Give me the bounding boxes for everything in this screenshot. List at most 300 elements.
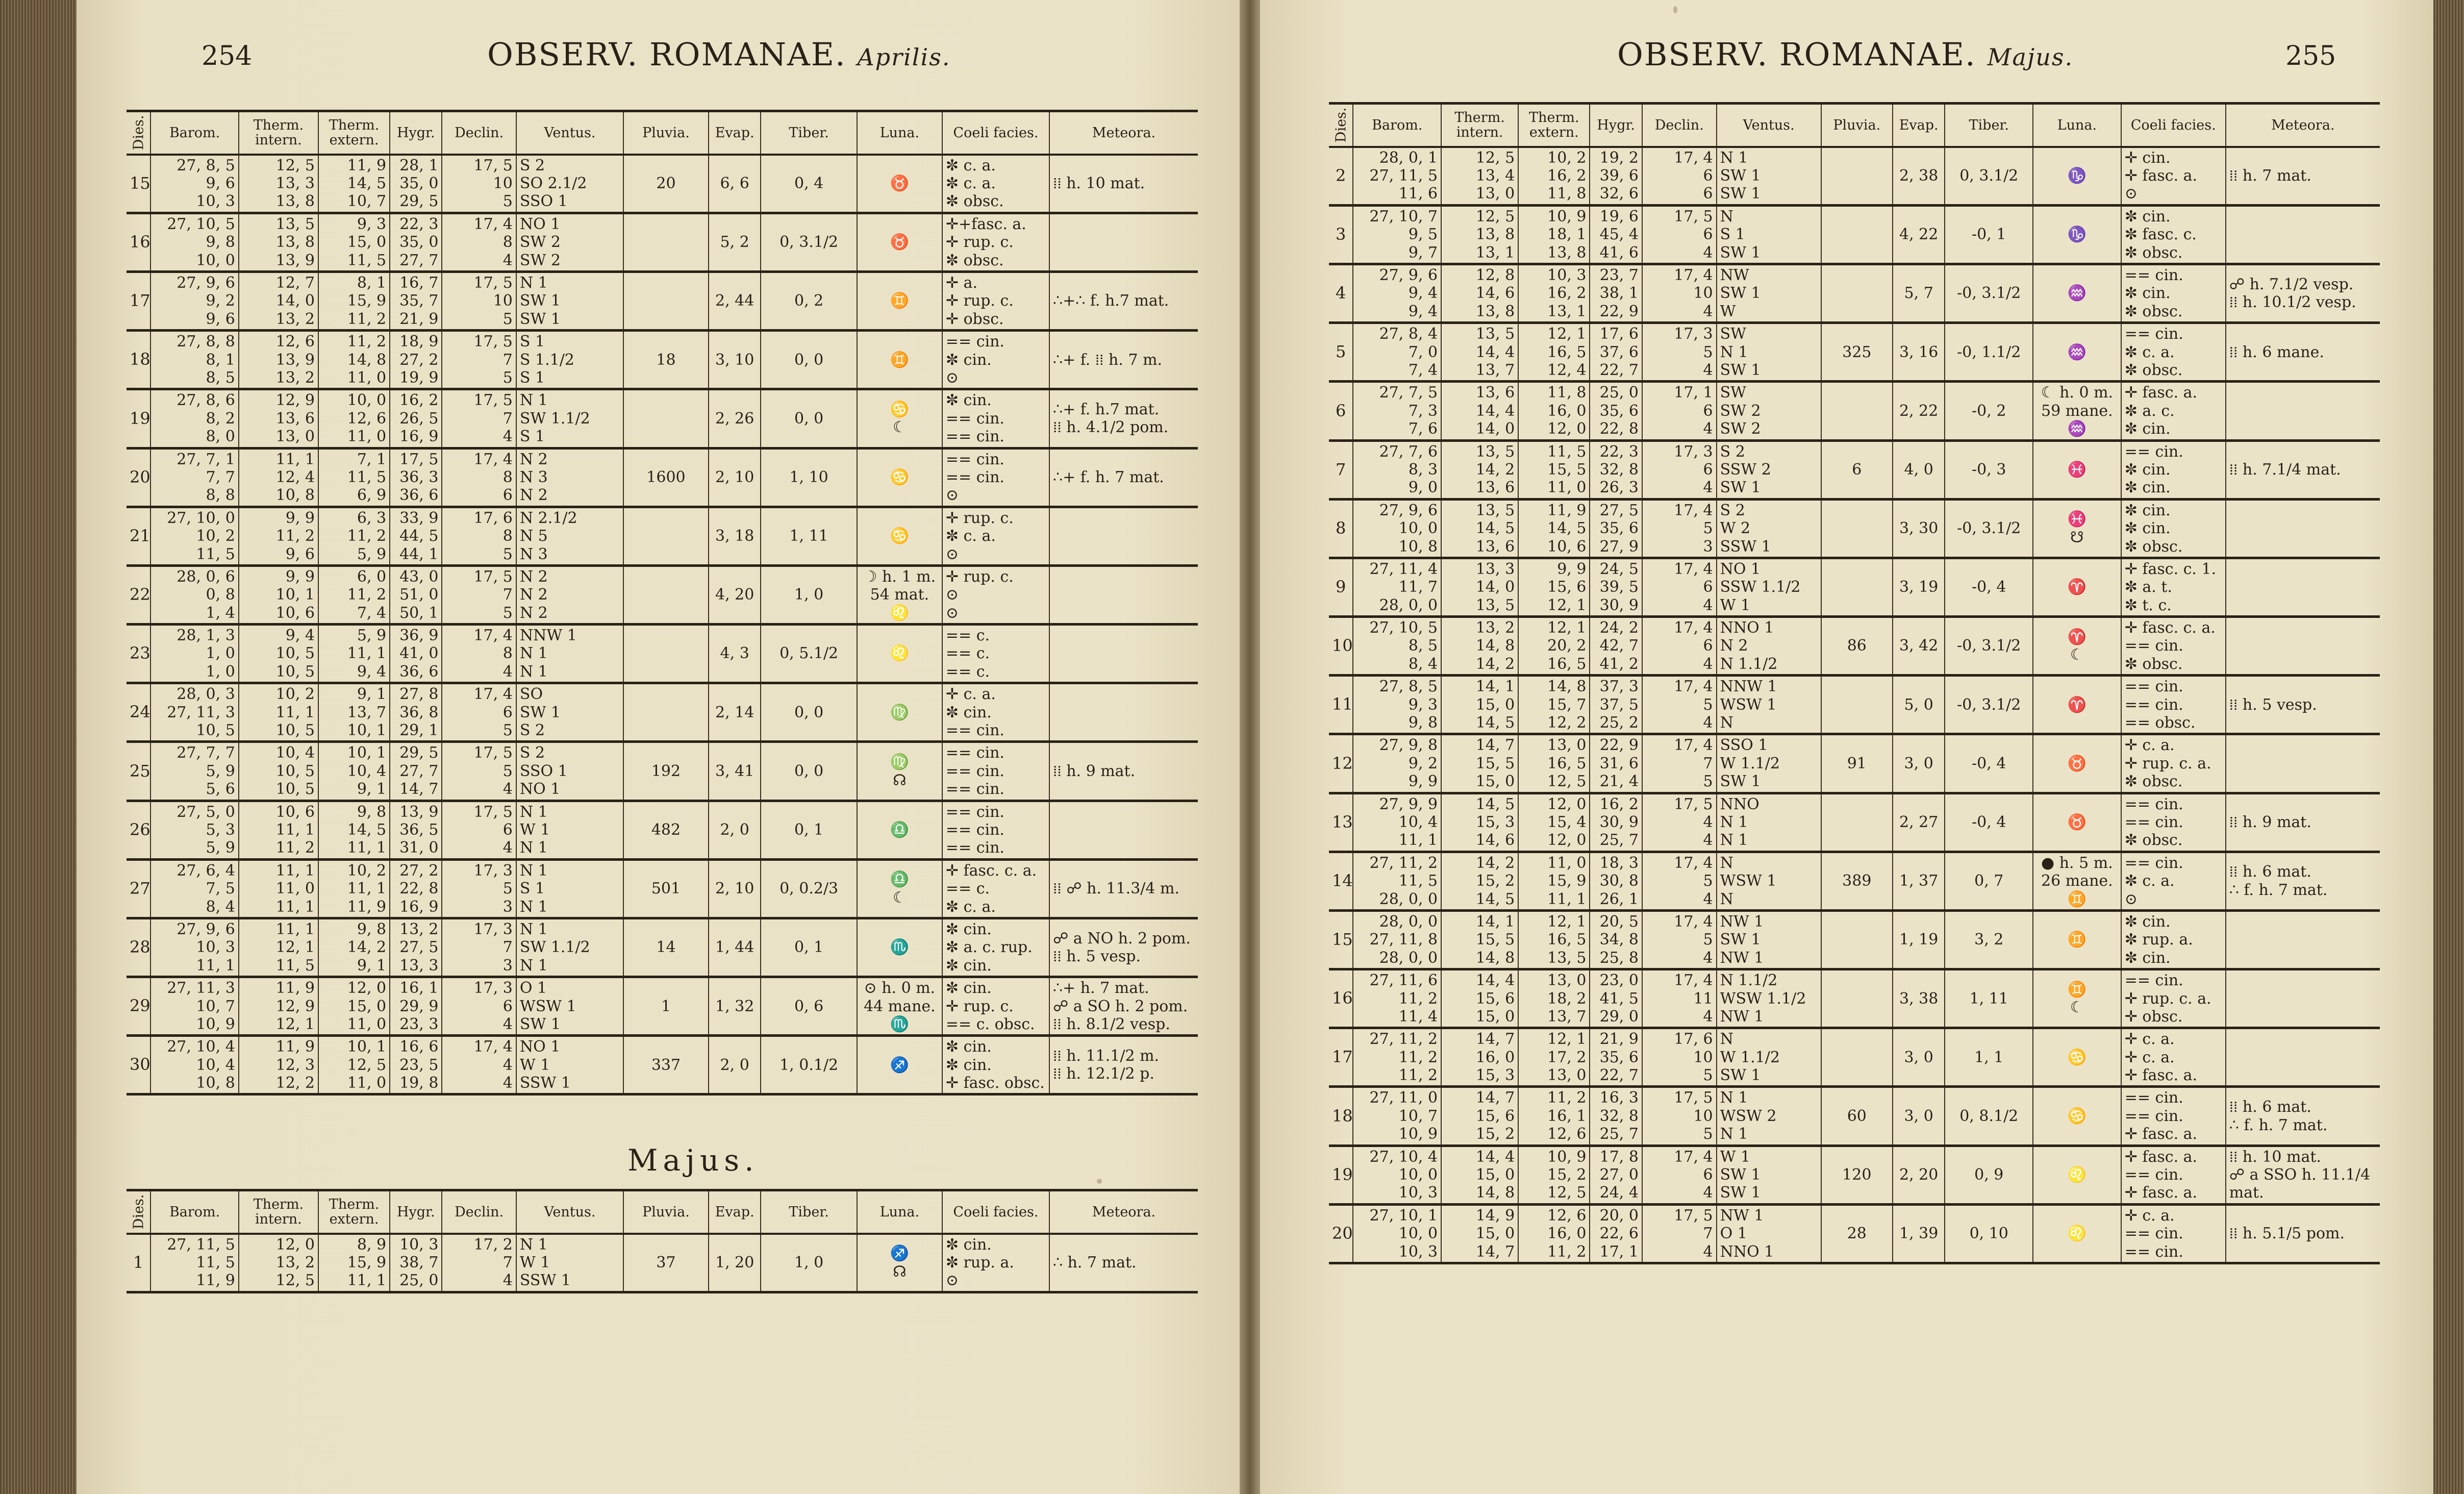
cell-meteora: ∴ h. 7 mat.	[1049, 1234, 1198, 1292]
cell-luna: ♎ ☾	[857, 859, 942, 918]
cell-vent: N 2.1/2 N 5 N 3	[516, 507, 623, 565]
cell-decl: 17, 3 5 4	[1642, 323, 1717, 382]
cell-vent: N WSW 1 N	[1717, 852, 1821, 910]
cell-luna: ♌	[2033, 1146, 2121, 1204]
column-header-evap: Evap.	[709, 1190, 761, 1234]
table-row	[1329, 1204, 2380, 1263]
table-row	[1329, 1087, 2380, 1146]
cell-evap: 1, 20	[709, 1234, 761, 1292]
cell-hygr: 16, 2 26, 5 16, 9	[390, 389, 442, 448]
table-row	[1329, 558, 2380, 616]
cell-coeli: ✛ rup. c. ✼ c. a. ⊙	[942, 507, 1049, 565]
cell-meteora: ⁞⁞ h. 6 mat. ∴ f. h. 7 mat.	[2226, 852, 2380, 910]
cell-luna: ♈	[2033, 558, 2121, 616]
cell-coeli: ✛ a. ✛ rup. c. ✛ obsc.	[942, 272, 1049, 331]
cell-pluv: 6	[1821, 440, 1893, 499]
running-head	[1617, 36, 2073, 73]
column-header-tint: Therm. intern.	[1441, 104, 1518, 147]
table-row	[1329, 264, 2380, 323]
cell-tint: 14, 4 15, 6 15, 0	[1441, 969, 1518, 1028]
column-header-evap: Evap.	[709, 111, 761, 155]
table-row	[1329, 852, 2380, 910]
cell-evap: 1, 39	[1893, 1204, 1945, 1263]
cell-hygr: 18, 3 30, 8 26, 1	[1590, 852, 1642, 910]
cell-coeli: ✼ cin. == cin. == cin.	[942, 389, 1049, 448]
cell-pluv: 389	[1821, 852, 1893, 910]
cell-meteora	[2226, 499, 2380, 558]
aprilis-table-body	[127, 155, 1198, 1094]
cell-barom: 27, 10, 5 8, 5 8, 4	[1353, 617, 1441, 676]
cell-tiber: 0, 3.1/2	[1945, 147, 2033, 206]
cell-evap: 4, 0	[1893, 440, 1945, 499]
cell-evap: 3, 16	[1893, 323, 1945, 382]
cell-vent: N S 1 SW 1	[1717, 205, 1821, 264]
cell-evap: 5, 0	[1893, 676, 1945, 734]
cell-tint: 13, 5 14, 4 13, 7	[1441, 323, 1518, 382]
cell-tint: 10, 6 11, 1 11, 2	[239, 801, 318, 859]
cell-evap: 4, 3	[709, 625, 761, 683]
cell-vent: N 1 WSW 2 N 1	[1717, 1087, 1821, 1146]
cell-pluv: 501	[623, 859, 709, 918]
cell-evap: 3, 19	[1893, 558, 1945, 616]
cell-hygr: 17, 5 36, 3 36, 6	[390, 448, 442, 507]
cell-text: 12, 1 20, 2 16, 5	[1518, 617, 1590, 676]
cell-dies: 6	[1329, 382, 1353, 440]
cell-text: 12, 1 16, 5 12, 4	[1518, 323, 1590, 382]
cell-barom: 27, 11, 5 11, 5 11, 9	[150, 1234, 238, 1292]
column-header-hygr: Hygr.	[1590, 104, 1642, 147]
table-row	[127, 448, 1198, 507]
cell-decl: 17, 4 5 4	[1642, 852, 1717, 910]
cell-evap: 2, 44	[709, 272, 761, 331]
cell-text: 8, 1 15, 9 11, 2	[318, 272, 390, 331]
cell-vent: NW 1 O 1 NNO 1	[1717, 1204, 1821, 1263]
cell-barom: 27, 11, 3 10, 7 10, 9	[150, 977, 238, 1036]
cell-coeli: ✛ cin. ✛ fasc. a. ⊙	[2121, 147, 2226, 206]
cell-tiber: 1, 0	[761, 1234, 857, 1292]
cell-luna: ☽ h. 1 m. 54 mat. ♌	[857, 565, 942, 624]
cell-dies: 24	[127, 683, 150, 742]
cell-coeli: ✼ c. a. ✼ c. a. ✼ obsc.	[942, 155, 1049, 213]
cell-text: 11, 8 16, 0 12, 0	[1518, 382, 1590, 440]
cell-barom: 27, 10, 1 10, 0 10, 3	[1353, 1204, 1441, 1263]
cell-luna: ♌	[857, 625, 942, 683]
cell-text: 11, 9 14, 5 10, 6	[1518, 499, 1590, 558]
cell-meteora	[1049, 801, 1198, 859]
cell-tint: 11, 9 12, 9 12, 1	[239, 977, 318, 1036]
cell-barom: 27, 5, 0 5, 3 5, 9	[150, 801, 238, 859]
page-title: OBSERV. ROMANAE.	[487, 36, 846, 73]
cell-meteora: ⁞⁞ h. 11.1/2 m. ⁞⁞ h. 12.1/2 p.	[1049, 1036, 1198, 1094]
cell-dies: 25	[127, 742, 150, 801]
cell-vent: N 1 SW 1 SW 1	[1717, 147, 1821, 206]
column-header-barom: Barom.	[1353, 104, 1441, 147]
cell-tiber: -0, 1	[1945, 205, 2033, 264]
cell-luna: ♊	[857, 331, 942, 389]
cell-tiber: -0, 4	[1945, 558, 2033, 616]
cell-dies: 16	[1329, 969, 1353, 1028]
table-header-row	[127, 1190, 1198, 1234]
table-row	[127, 1234, 1198, 1292]
cell-coeli: ✼ cin. ✼ rup. a. ⊙	[942, 1234, 1049, 1292]
column-header-coeli: Coeli facies.	[2121, 104, 2226, 147]
cell-dies: 8	[1329, 499, 1353, 558]
cell-text: 5, 9 11, 1 9, 4	[318, 625, 390, 683]
cell-tiber: 1, 11	[761, 507, 857, 565]
cell-decl: 17, 5 7 5	[442, 565, 516, 624]
cell-evap: 1, 37	[1893, 852, 1945, 910]
cell-meteora: ∴+∴ f. h.7 mat.	[1049, 272, 1198, 331]
table-row	[1329, 499, 2380, 558]
cell-dies: 14	[1329, 852, 1353, 910]
cell-coeli: == cin. ✼ c. a. ✼ obsc.	[2121, 323, 2226, 382]
cell-tiber: 1, 10	[761, 448, 857, 507]
cell-tiber: 0, 0	[761, 683, 857, 742]
page-number: 254	[202, 41, 253, 71]
cell-decl: 17, 5 10 5	[442, 272, 516, 331]
cell-evap: 3, 0	[1893, 1028, 1945, 1087]
table-row	[1329, 910, 2380, 969]
cell-coeli: ✼ cin. ✼ fasc. c. ✼ obsc.	[2121, 205, 2226, 264]
cell-barom: 27, 7, 5 7, 3 7, 6	[1353, 382, 1441, 440]
cell-hygr: 24, 5 39, 5 30, 9	[1590, 558, 1642, 616]
column-header-text: Therm. extern.	[318, 111, 390, 155]
column-header-tiber: Tiber.	[761, 1190, 857, 1234]
cell-hygr: 16, 1 29, 9 23, 3	[390, 977, 442, 1036]
table-row	[127, 801, 1198, 859]
cell-tiber: -0, 3.1/2	[1945, 617, 2033, 676]
table-row	[127, 331, 1198, 389]
cell-evap: 2, 38	[1893, 147, 1945, 206]
cell-dies: 30	[127, 1036, 150, 1094]
cell-hygr: 16, 3 32, 8 25, 7	[1590, 1087, 1642, 1146]
cell-text: 9, 8 14, 5 11, 1	[318, 801, 390, 859]
cell-vent: SW N 1 SW 1	[1717, 323, 1821, 382]
table-row	[1329, 676, 2380, 734]
cell-coeli: == cin. ✛ rup. c. a. ✛ obsc.	[2121, 969, 2226, 1028]
cell-vent: S 2 W 2 SSW 1	[1717, 499, 1821, 558]
cell-luna: ☾ h. 0 m. 59 mane. ♒	[2033, 382, 2121, 440]
cell-hygr: 19, 6 45, 4 41, 6	[1590, 205, 1642, 264]
cell-text: 9, 3 15, 0 11, 5	[318, 213, 390, 271]
cell-tiber: -0, 3.1/2	[1945, 499, 2033, 558]
cell-decl: 17, 4 8 4	[442, 213, 516, 271]
cell-barom: 28, 1, 3 1, 0 1, 0	[150, 625, 238, 683]
column-header-tint: Therm. intern.	[239, 111, 318, 155]
cell-tiber: 0, 0	[761, 742, 857, 801]
cell-dies: 27	[127, 859, 150, 918]
cell-tint: 9, 9 11, 2 9, 6	[239, 507, 318, 565]
cell-evap: 5, 7	[1893, 264, 1945, 323]
table-row	[1329, 734, 2380, 793]
cell-coeli: ✛ rup. c. ⊙ ⊙	[942, 565, 1049, 624]
cell-coeli: ✼ cin. ✛ rup. c. == c. obsc.	[942, 977, 1049, 1036]
cell-barom: 27, 11, 2 11, 5 28, 0, 0	[1353, 852, 1441, 910]
cell-evap: 3, 0	[1893, 1087, 1945, 1146]
cell-tint: 11, 9 12, 3 12, 2	[239, 1036, 318, 1094]
cell-decl: 17, 5 10 5	[1642, 1087, 1717, 1146]
cell-evap: 2, 10	[709, 448, 761, 507]
cell-decl: 17, 4 5 4	[1642, 910, 1717, 969]
cell-pluv	[1821, 1028, 1893, 1087]
cell-dies: 15	[1329, 910, 1353, 969]
cell-tint: 12, 0 13, 2 12, 5	[239, 1234, 318, 1292]
cell-evap: 2, 0	[709, 1036, 761, 1094]
cell-pluv	[623, 213, 709, 271]
cell-pluv: 60	[1821, 1087, 1893, 1146]
cell-evap: 3, 42	[1893, 617, 1945, 676]
cell-pluv: 37	[623, 1234, 709, 1292]
cell-dies: 12	[1329, 734, 1353, 793]
cell-tiber: -0, 3.1/2	[1945, 676, 2033, 734]
cell-coeli: ✛ c. a. ✛ c. a. ✛ fasc. a.	[2121, 1028, 2226, 1087]
cell-vent: S 2 SSW 2 SW 1	[1717, 440, 1821, 499]
table-row	[1329, 1146, 2380, 1204]
cell-luna: ♈	[2033, 676, 2121, 734]
column-header-barom: Barom.	[150, 111, 238, 155]
cell-tint: 11, 1 11, 0 11, 1	[239, 859, 318, 918]
cell-tint: 13, 6 14, 4 14, 0	[1441, 382, 1518, 440]
cell-barom: 28, 0, 6 0, 8 1, 4	[150, 565, 238, 624]
cell-luna: ♉	[2033, 734, 2121, 793]
cell-text: 11, 5 15, 5 11, 0	[1518, 440, 1590, 499]
cell-tiber: 3, 2	[1945, 910, 2033, 969]
cell-meteora	[2226, 558, 2380, 616]
cell-coeli: ✼ cin. ✼ cin. ✼ obsc.	[2121, 499, 2226, 558]
maius-right-table-body	[1329, 147, 2380, 1263]
column-header-meteora: Meteora.	[1049, 111, 1198, 155]
cell-pluv	[1821, 264, 1893, 323]
cell-pluv	[1821, 382, 1893, 440]
maius-observation-table-right	[1329, 102, 2380, 1264]
cell-tint: 13, 2 14, 8 14, 2	[1441, 617, 1518, 676]
column-header-dies: Dies.	[127, 1190, 150, 1234]
cell-decl: 17, 5 6 4	[1642, 205, 1717, 264]
cell-barom: 27, 8, 4 7, 0 7, 4	[1353, 323, 1441, 382]
cell-pluv: 86	[1821, 617, 1893, 676]
cell-luna: ♌	[2033, 1204, 2121, 1263]
cell-evap: 2, 26	[709, 389, 761, 448]
cell-vent: N 1.1/2 WSW 1.1/2 NW 1	[1717, 969, 1821, 1028]
cell-tiber: 0, 10	[1945, 1204, 2033, 1263]
cell-tiber: -0, 1.1/2	[1945, 323, 2033, 382]
column-header-dies: Dies.	[127, 111, 150, 155]
cell-tiber: 0, 4	[761, 155, 857, 213]
cell-tint: 13, 3 14, 0 13, 5	[1441, 558, 1518, 616]
cell-text: 8, 9 15, 9 11, 1	[318, 1234, 390, 1292]
cell-coeli: == c. == c. == c.	[942, 625, 1049, 683]
cell-dies: 9	[1329, 558, 1353, 616]
cell-meteora	[2226, 382, 2380, 440]
cell-luna: ♋	[857, 507, 942, 565]
cell-barom: 27, 10, 5 9, 8 10, 0	[150, 213, 238, 271]
cell-text: 10, 0 12, 6 11, 0	[318, 389, 390, 448]
cell-meteora: ⁞⁞ h. 5.1/5 pom.	[2226, 1204, 2380, 1263]
cell-decl: 17, 5 7 5	[442, 331, 516, 389]
column-header-meteora: Meteora.	[2226, 104, 2380, 147]
cell-hygr: 24, 2 42, 7 41, 2	[1590, 617, 1642, 676]
cell-hygr: 13, 2 27, 5 13, 3	[390, 918, 442, 977]
table-row	[1329, 793, 2380, 852]
table-row	[1329, 205, 2380, 264]
table-row	[1329, 382, 2380, 440]
cell-dies: 17	[1329, 1028, 1353, 1087]
cell-decl: 17, 5 5 4	[442, 742, 516, 801]
cell-barom: 27, 11, 0 10, 7 10, 9	[1353, 1087, 1441, 1146]
cell-meteora: ∴+ h. 7 mat. ☍ a SO h. 2 pom. ⁞⁞ h. 8.1/2 vesp.	[1049, 977, 1198, 1036]
cell-dies: 18	[127, 331, 150, 389]
cell-evap: 2, 0	[709, 801, 761, 859]
cell-tint: 9, 9 10, 1 10, 6	[239, 565, 318, 624]
cell-text: 9, 1 13, 7 10, 1	[318, 683, 390, 742]
cell-dies: 21	[127, 507, 150, 565]
cell-coeli: ✛+fasc. a. ✛ rup. c. ✼ obsc.	[942, 213, 1049, 271]
column-header-vent: Ventus.	[516, 111, 623, 155]
cell-barom: 27, 10, 4 10, 4 10, 8	[150, 1036, 238, 1094]
cell-decl: 17, 4 6 5	[442, 683, 516, 742]
cell-tint: 11, 1 12, 4 10, 8	[239, 448, 318, 507]
cell-tiber: 0, 1	[761, 801, 857, 859]
cell-decl: 17, 5 6 4	[442, 801, 516, 859]
cell-dies: 26	[127, 801, 150, 859]
cell-barom: 27, 9, 6 10, 3 11, 1	[150, 918, 238, 977]
cell-text: 10, 2 16, 2 11, 8	[1518, 147, 1590, 206]
cell-tiber: 1, 11	[1945, 969, 2033, 1028]
cell-luna: ♍ ☊	[857, 742, 942, 801]
cell-text: 13, 0 16, 5 12, 5	[1518, 734, 1590, 793]
cell-tiber: 0, 7	[1945, 852, 2033, 910]
cell-text: 10, 1 12, 5 11, 0	[318, 1036, 390, 1094]
cell-dies: 20	[1329, 1204, 1353, 1263]
cell-dies: 2	[1329, 147, 1353, 206]
cell-text: 11, 0 15, 9 11, 1	[1518, 852, 1590, 910]
cell-tiber: 0, 1	[761, 918, 857, 977]
cell-luna: ♊	[857, 272, 942, 331]
book-edge-right	[2433, 0, 2464, 1494]
cell-pluv: 18	[623, 331, 709, 389]
cell-hygr: 19, 2 39, 6 32, 6	[1590, 147, 1642, 206]
cell-tint: 13, 5 14, 5 13, 6	[1441, 499, 1518, 558]
cell-barom: 27, 11, 6 11, 2 11, 4	[1353, 969, 1441, 1028]
cell-hygr: 18, 9 27, 2 19, 9	[390, 331, 442, 389]
column-header-barom: Barom.	[150, 1190, 238, 1234]
cell-vent: NW SW 1 W	[1717, 264, 1821, 323]
cell-barom: 27, 9, 6 9, 2 9, 6	[150, 272, 238, 331]
cell-coeli: == cin. == cin. ⊙	[942, 448, 1049, 507]
cell-luna: ♋	[2033, 1028, 2121, 1087]
cell-tiber: 0, 2	[761, 272, 857, 331]
cell-luna: ♋	[857, 448, 942, 507]
cell-pluv	[623, 565, 709, 624]
cell-decl: 17, 5 7 4	[442, 389, 516, 448]
table-row	[127, 1036, 1198, 1094]
cell-dies: 22	[127, 565, 150, 624]
cell-pluv	[1821, 793, 1893, 852]
column-header-decl: Declin.	[1642, 104, 1717, 147]
cell-evap: 1, 32	[709, 977, 761, 1036]
cell-pluv: 192	[623, 742, 709, 801]
table-row	[127, 213, 1198, 271]
cell-hygr: 29, 5 27, 7 14, 7	[390, 742, 442, 801]
cell-barom: 27, 8, 5 9, 6 10, 3	[150, 155, 238, 213]
cell-coeli: ✼ cin. ✼ rup. a. ✼ cin.	[2121, 910, 2226, 969]
cell-coeli: ✛ fasc. a. == cin. ✛ fasc. a.	[2121, 1146, 2226, 1204]
cell-tint: 14, 4 15, 0 14, 8	[1441, 1146, 1518, 1204]
cell-vent: N 1 SW 1.1/2 S 1	[516, 389, 623, 448]
column-header-pluv: Pluvia.	[623, 1190, 709, 1234]
month-label: Majus.	[1987, 43, 2074, 71]
cell-barom: 27, 9, 8 9, 2 9, 9	[1353, 734, 1441, 793]
table-row	[1329, 617, 2380, 676]
cell-dies: 17	[127, 272, 150, 331]
maius-observation-table-left	[127, 1189, 1198, 1293]
table-row	[127, 625, 1198, 683]
cell-tint: 12, 7 14, 0 13, 2	[239, 272, 318, 331]
running-head	[487, 36, 950, 73]
cell-evap: 3, 10	[709, 331, 761, 389]
cell-dies: 29	[127, 977, 150, 1036]
cell-tiber: -0, 3.1/2	[1945, 264, 2033, 323]
cell-tiber: 0, 0	[761, 389, 857, 448]
cell-luna: ♍	[857, 683, 942, 742]
cell-barom: 27, 9, 6 10, 0 10, 8	[1353, 499, 1441, 558]
cell-evap: 2, 22	[1893, 382, 1945, 440]
cell-tiber: 0, 8.1/2	[1945, 1087, 2033, 1146]
cell-luna: ♒	[2033, 264, 2121, 323]
cell-vent: O 1 WSW 1 SW 1	[516, 977, 623, 1036]
cell-dies: 10	[1329, 617, 1353, 676]
table-row	[127, 389, 1198, 448]
cell-meteora: ☍ a NO h. 2 pom. ⁞⁞ h. 5 vesp.	[1049, 918, 1198, 977]
cell-hygr: 22, 3 35, 0 27, 7	[390, 213, 442, 271]
cell-text: 6, 0 11, 2 7, 4	[318, 565, 390, 624]
table-row	[127, 683, 1198, 742]
table-header-row	[127, 111, 1198, 155]
table-row	[1329, 969, 2380, 1028]
cell-barom: 27, 7, 1 7, 7 8, 8	[150, 448, 238, 507]
cell-text: 10, 2 11, 1 11, 9	[318, 859, 390, 918]
cell-tint: 14, 5 15, 3 14, 6	[1441, 793, 1518, 852]
table-row	[1329, 147, 2380, 206]
cell-text: 7, 1 11, 5 6, 9	[318, 448, 390, 507]
cell-dies: 3	[1329, 205, 1353, 264]
table-row	[1329, 1028, 2380, 1087]
cell-tint: 14, 7 15, 5 15, 0	[1441, 734, 1518, 793]
cell-meteora: ⁞⁞ h. 9 mat.	[2226, 793, 2380, 852]
cell-pluv	[1821, 910, 1893, 969]
cell-vent: N 1 SW 1.1/2 N 1	[516, 918, 623, 977]
cell-meteora: ⁞⁞ h. 5 vesp.	[2226, 676, 2380, 734]
cell-tint: 12, 9 13, 6 13, 0	[239, 389, 318, 448]
cell-decl: 17, 4 6 4	[1642, 558, 1717, 616]
cell-tint: 14, 7 15, 6 15, 2	[1441, 1087, 1518, 1146]
cell-pluv: 325	[1821, 323, 1893, 382]
cell-decl: 17, 5 10 5	[442, 155, 516, 213]
cell-hygr: 33, 9 44, 5 44, 1	[390, 507, 442, 565]
cell-vent: S 2 SSO 1 NO 1	[516, 742, 623, 801]
column-header-hygr: Hygr.	[390, 1190, 442, 1234]
cell-vent: N 1 W 1 N 1	[516, 801, 623, 859]
cell-dies: 20	[127, 448, 150, 507]
cell-pluv	[1821, 969, 1893, 1028]
cell-vent: NNO N 1 N 1	[1717, 793, 1821, 852]
cell-tint: 14, 1 15, 5 14, 8	[1441, 910, 1518, 969]
cell-decl: 17, 4 5 4	[1642, 676, 1717, 734]
month-label: Aprilis.	[857, 43, 951, 71]
cell-luna: ♉	[857, 213, 942, 271]
cell-pluv	[623, 389, 709, 448]
table-row	[127, 859, 1198, 918]
